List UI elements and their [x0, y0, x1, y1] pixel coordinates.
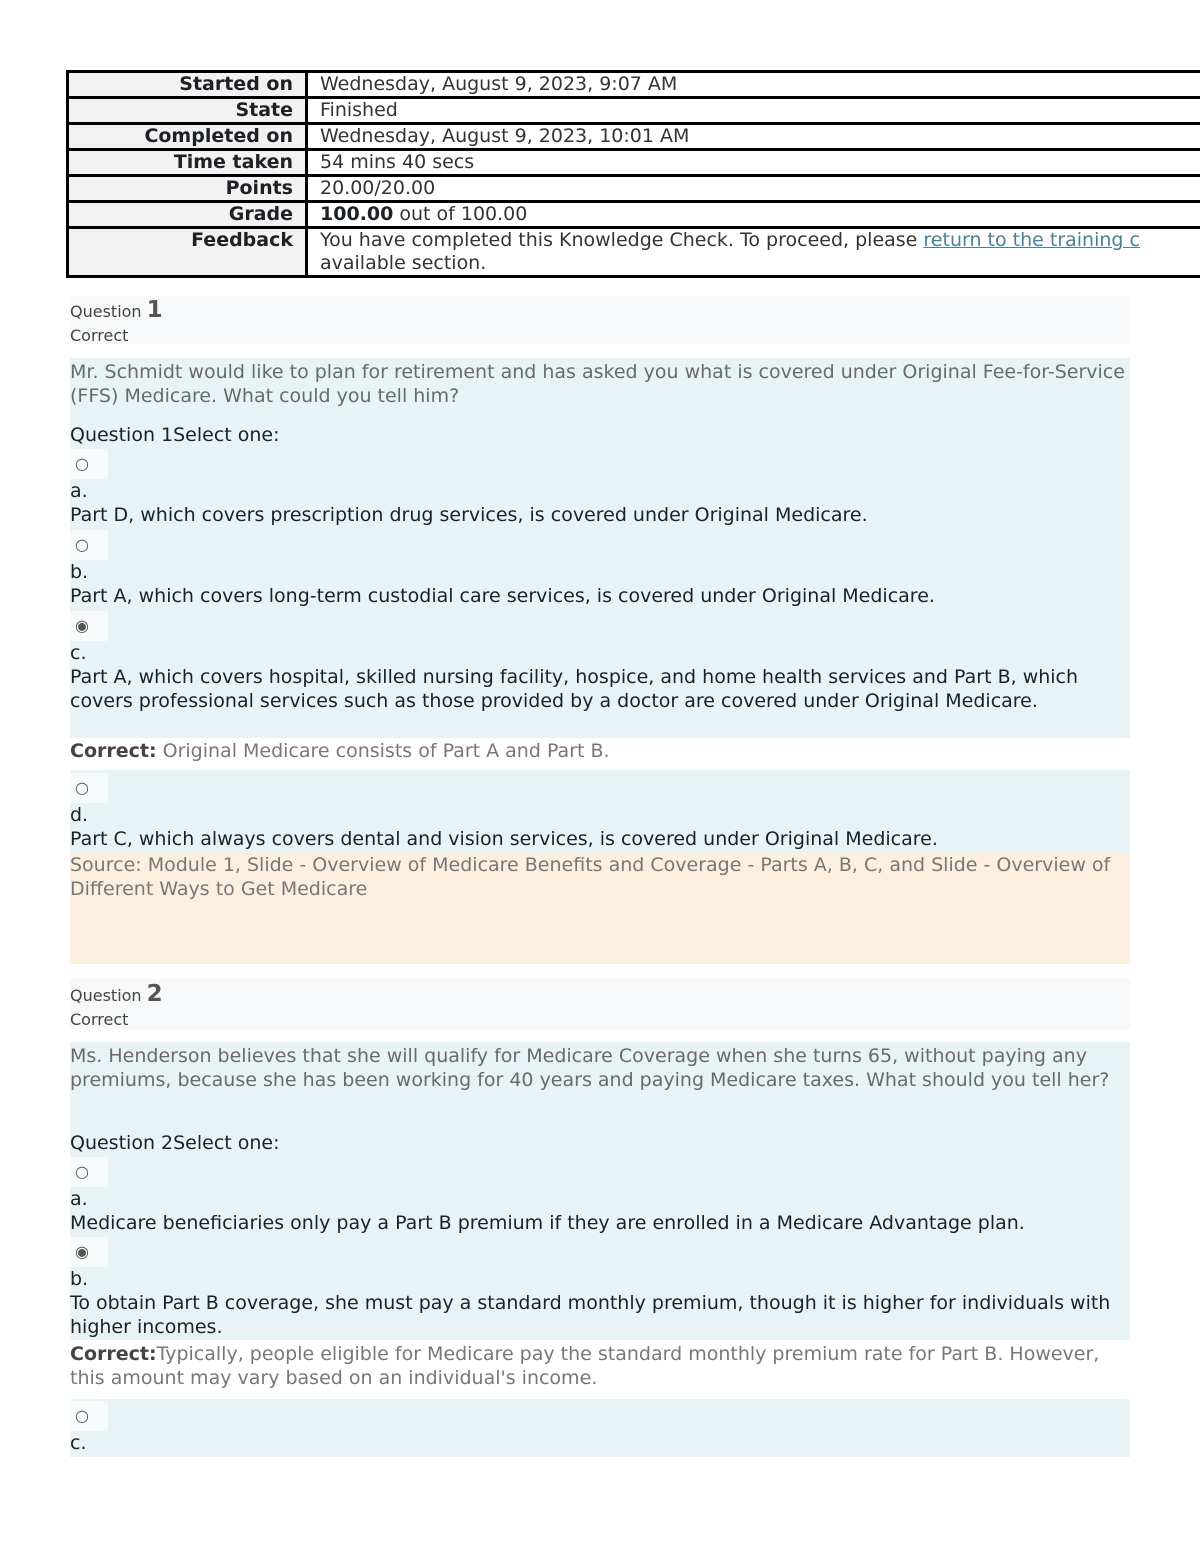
option-b[interactable]: [70, 530, 1130, 608]
summary-value: Wednesday, August 9, 2023, 9:07 AM: [307, 72, 1200, 98]
summary-value: Finished: [307, 98, 1200, 124]
feedback-label: Correct:: [70, 740, 157, 762]
option-letter: d.: [70, 804, 89, 826]
summary-label: Points: [68, 176, 307, 202]
summary-value: Wednesday, August 9, 2023, 10:01 AM: [307, 124, 1200, 150]
radio-option-c[interactable]: [70, 611, 108, 641]
option-text: Medicare beneficiaries only pay a Part B premium if they are enrolled in a Medicare Advantage plan.: [70, 1212, 1025, 1234]
radio-option-c[interactable]: [70, 1401, 108, 1431]
summary-row-time-taken: [68, 150, 1200, 176]
option-a[interactable]: [70, 449, 1130, 527]
option-text: Part A, which covers long-term custodial care services, is covered under Original Medicare.: [70, 585, 935, 607]
option-feedback: [70, 1342, 1130, 1390]
radio-unselected-icon: ○: [75, 454, 89, 473]
option-letter: a.: [70, 480, 88, 502]
question-word: Question: [70, 986, 142, 1005]
radio-unselected-icon: ○: [75, 1162, 89, 1181]
option-a[interactable]: [70, 1157, 1130, 1235]
summary-label: Completed on: [68, 124, 307, 150]
summary-label: Grade: [68, 202, 307, 228]
grade-score: 100.00: [320, 203, 394, 225]
summary-label: State: [68, 98, 307, 124]
radio-option-d[interactable]: [70, 773, 108, 803]
summary-value: [307, 202, 1200, 228]
option-text: Part A, which covers hospital, skilled nursing facility, hospice, and home health services and Part B, which covers professional services such as those provided by a doctor are covered under Original Medicare.: [70, 666, 1079, 712]
question-word: Question: [70, 302, 142, 321]
feedback-text: You have completed this Knowledge Check. To proceed, please: [320, 229, 924, 251]
question-number: 1: [146, 297, 163, 323]
summary-row-completed: [68, 124, 1200, 150]
radio-option-a[interactable]: [70, 449, 108, 479]
feedback-text: Original Medicare consists of Part A and Part B.: [156, 740, 610, 762]
question-text: Mr. Schmidt would like to plan for retirement and has asked you what is covered under Original Fee-for-Service (FFS) Medicare. What could you tell him?: [70, 360, 1130, 408]
radio-unselected-icon: ○: [75, 535, 89, 554]
summary-label: Feedback: [68, 228, 307, 277]
radio-selected-icon: ◉: [75, 1242, 89, 1261]
summary-row-feedback: [68, 228, 1200, 277]
question-info: [70, 979, 1130, 1029]
summary-value: 20.00/20.00: [307, 176, 1200, 202]
question-text: Ms. Henderson believes that she will qualify for Medicare Coverage when she turns 65, without paying any premiums, because she has been working for 40 years and paying Medicare taxes. What should you tell her?: [70, 1044, 1130, 1092]
option-text: To obtain Part B coverage, she must pay a standard monthly premium, though it is higher for individuals with higher incomes.: [70, 1292, 1111, 1338]
return-to-training-link[interactable]: return to the training c: [923, 229, 1140, 251]
summary-row-grade: [68, 202, 1200, 228]
question-state: Correct: [70, 1010, 129, 1029]
option-letter: c.: [70, 642, 87, 664]
question-number: 2: [146, 981, 163, 1007]
summary-label: Time taken: [68, 150, 307, 176]
general-feedback: Source: Module 1, Slide - Overview of Medicare Benefits and Coverage - Parts A, B, C, and Slide - Overview of Different Ways to Get Medicare: [70, 853, 1130, 964]
summary-value: 54 mins 40 secs: [307, 150, 1200, 176]
option-feedback: [70, 739, 1130, 763]
radio-selected-icon: ◉: [75, 616, 89, 635]
grade-max: out of 100.00: [393, 203, 528, 225]
summary-label: Started on: [68, 72, 307, 98]
radio-unselected-icon: ○: [75, 778, 89, 797]
attempt-summary-table: [66, 70, 1200, 278]
option-letter: a.: [70, 1188, 88, 1210]
option-c[interactable]: [70, 1401, 1130, 1455]
question-prompt: Question 1Select one:: [70, 424, 280, 446]
question-info: [70, 296, 1130, 344]
feedback-label: Correct:: [70, 1343, 157, 1365]
summary-row-started: [68, 72, 1200, 98]
feedback-text: Typically, people eligible for Medicare pay the standard monthly premium rate for Part B. However, this amount may vary based on an individual's income.: [70, 1343, 1100, 1389]
option-text: Part D, which covers prescription drug services, is covered under Original Medicare.: [70, 504, 868, 526]
question-state: Correct: [70, 326, 129, 345]
radio-unselected-icon: ○: [75, 1406, 89, 1425]
radio-option-a[interactable]: [70, 1157, 108, 1187]
option-c[interactable]: [70, 611, 1130, 713]
option-letter: b.: [70, 561, 89, 583]
option-b[interactable]: [70, 1237, 1130, 1339]
summary-value: [307, 228, 1200, 277]
option-letter: c.: [70, 1432, 87, 1454]
feedback-text-2: available section.: [320, 252, 487, 274]
radio-option-b[interactable]: [70, 530, 108, 560]
summary-row-state: [68, 98, 1200, 124]
question-prompt: Question 2Select one:: [70, 1132, 280, 1154]
option-text: Part C, which always covers dental and vision services, is covered under Original Medicare.: [70, 828, 938, 850]
summary-row-points: [68, 176, 1200, 202]
radio-option-b[interactable]: [70, 1237, 108, 1267]
option-d[interactable]: [70, 773, 1130, 851]
option-letter: b.: [70, 1268, 89, 1290]
